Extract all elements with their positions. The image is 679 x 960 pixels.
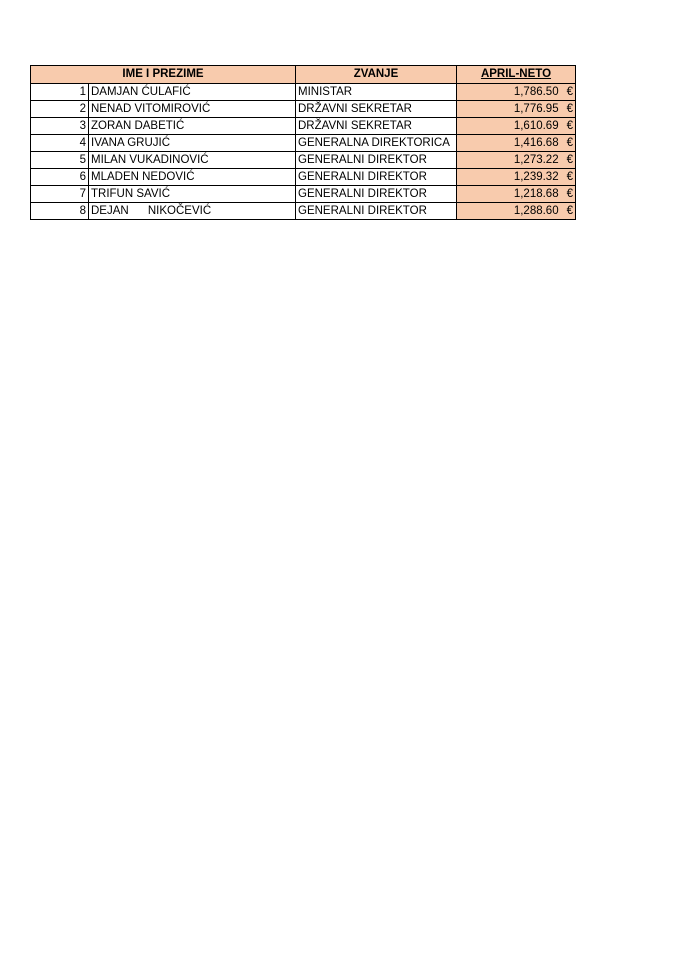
row-amount: [457, 169, 576, 186]
table-row: [31, 101, 576, 118]
row-name: MILAN VUKADINOVIĆ: [89, 152, 296, 169]
header-title: ZVANJE: [296, 66, 457, 84]
currency-symbol: €: [566, 119, 573, 132]
table-row: [31, 135, 576, 152]
row-number: 2: [31, 101, 89, 118]
currency-symbol: €: [566, 153, 573, 166]
row-title: GENERALNI DIREKTOR: [296, 152, 457, 169]
row-amount: [457, 203, 576, 220]
row-amount: [457, 118, 576, 135]
row-number: 3: [31, 118, 89, 135]
amount-value: 1,786.50: [513, 85, 559, 98]
row-title: GENERALNI DIREKTOR: [296, 186, 457, 203]
table-header-row: [31, 66, 576, 84]
currency-symbol: €: [566, 102, 573, 115]
amount-value: 1,239.32: [513, 170, 559, 183]
amount-value: 1,218.68: [513, 187, 559, 200]
amount-value: 1,416.68: [513, 136, 559, 149]
row-title: MINISTAR: [296, 84, 457, 101]
currency-symbol: €: [566, 85, 573, 98]
header-amount: [457, 66, 576, 84]
currency-symbol: €: [566, 204, 573, 217]
amount-value: 1,610.69: [513, 119, 559, 132]
amount-value: 1,273.22: [513, 153, 559, 166]
row-number: 1: [31, 84, 89, 101]
salary-table: [30, 65, 576, 220]
table-row: [31, 118, 576, 135]
row-amount: [457, 135, 576, 152]
row-number: 6: [31, 169, 89, 186]
row-title: GENERALNA DIREKTORICA: [296, 135, 457, 152]
table-row: [31, 203, 576, 220]
row-name: IVANA GRUJIĆ: [89, 135, 296, 152]
currency-symbol: €: [566, 136, 573, 149]
header-name: IME I PREZIME: [31, 66, 296, 84]
currency-symbol: €: [566, 170, 573, 183]
row-title: DRŽAVNI SEKRETAR: [296, 101, 457, 118]
row-name: TRIFUN SAVIĆ: [89, 186, 296, 203]
row-name: MLADEN NEDOVIĆ: [89, 169, 296, 186]
currency-symbol: €: [566, 187, 573, 200]
row-title: GENERALNI DIREKTOR: [296, 203, 457, 220]
row-number: 4: [31, 135, 89, 152]
row-number: 8: [31, 203, 89, 220]
table-row: [31, 186, 576, 203]
row-name: DEJAN NIKOČEVIĆ: [89, 203, 296, 220]
header-amount-label: APRIL-NETO: [480, 68, 552, 80]
row-amount: [457, 152, 576, 169]
row-name: ZORAN DABETIĆ: [89, 118, 296, 135]
row-amount: [457, 84, 576, 101]
row-title: GENERALNI DIREKTOR: [296, 169, 457, 186]
row-name: NENAD VITOMIROVIĆ: [89, 101, 296, 118]
row-amount: [457, 101, 576, 118]
table-row: [31, 84, 576, 101]
amount-value: 1,776.95: [513, 102, 559, 115]
row-name: DAMJAN ĆULAFIĆ: [89, 84, 296, 101]
amount-value: 1,288.60: [513, 204, 559, 217]
row-number: 5: [31, 152, 89, 169]
row-amount: [457, 186, 576, 203]
table-row: [31, 152, 576, 169]
table-row: [31, 169, 576, 186]
row-title: DRŽAVNI SEKRETAR: [296, 118, 457, 135]
row-number: 7: [31, 186, 89, 203]
